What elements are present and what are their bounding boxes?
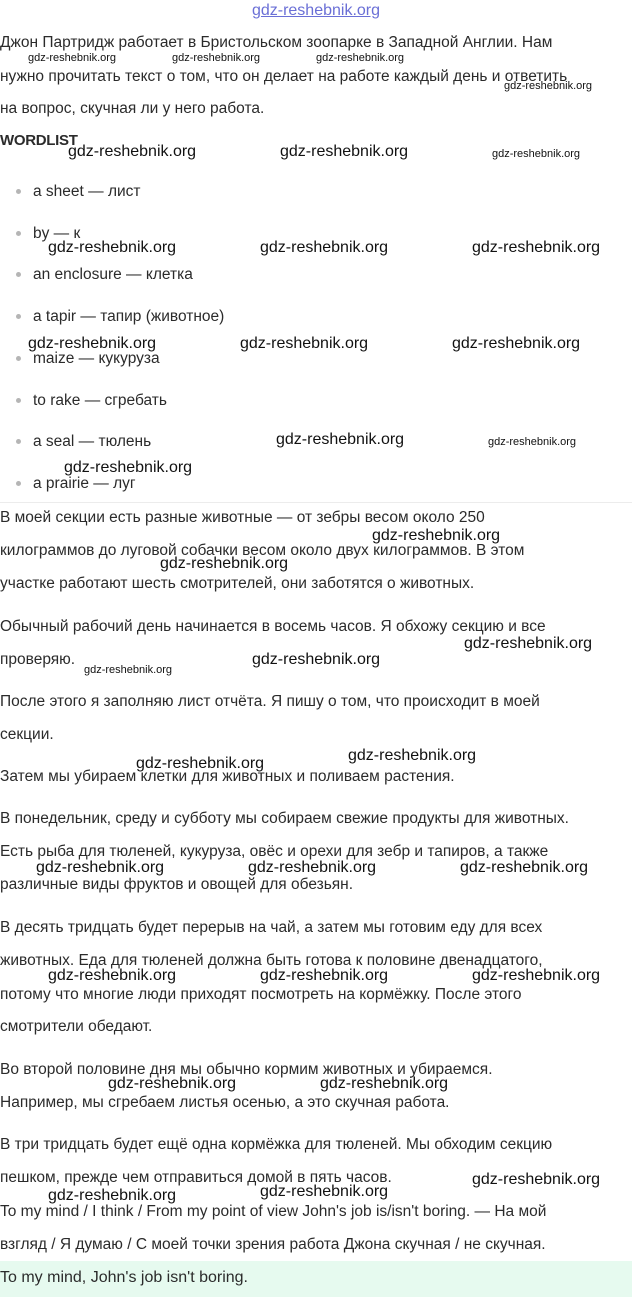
wordlist-item — [16, 432, 151, 452]
wordlist-item-text: to rake — сгребать — [33, 392, 167, 409]
bullet-icon — [16, 398, 21, 403]
watermark: gdz-reshebnik.org — [488, 436, 577, 448]
text-line: килограммов до луговой собачки весом около двух килограммов. В этом — [0, 542, 525, 559]
bullet-icon — [16, 231, 21, 236]
watermark: gdz-reshebnik.org — [28, 52, 117, 64]
text-line: различные виды фруктов и овощей для обезьян. — [0, 876, 354, 893]
watermark: gdz-reshebnik.org — [348, 747, 477, 764]
wordlist-item — [16, 265, 193, 285]
watermark: gdz-reshebnik.org — [36, 859, 165, 876]
watermark: gdz-reshebnik.org — [260, 1183, 389, 1200]
watermark: gdz-reshebnik.org — [260, 239, 389, 256]
text-line: Во второй половине дня мы обычно кормим животных и убираемся. — [0, 1061, 493, 1078]
text-line: Обычный рабочий день начинается в восемь часов. Я обхожу секцию и все — [0, 618, 546, 635]
watermark: gdz-reshebnik.org — [452, 335, 581, 352]
watermark: gdz-reshebnik.org — [48, 1187, 177, 1204]
wordlist-item — [16, 307, 224, 327]
watermark: gdz-reshebnik.org — [492, 148, 581, 160]
watermark: gdz-reshebnik.org — [472, 1171, 601, 1188]
wordlist-heading: WORDLIST — [0, 132, 78, 149]
bullet-icon — [16, 439, 21, 444]
wordlist-item-text: a seal — тюлень — [33, 433, 152, 450]
text-line: Есть рыба для тюленей, кукуруза, овёс и орехи для зебр и тапиров, а также — [0, 843, 549, 860]
bullet-icon — [16, 314, 21, 319]
wordlist-item-text: a sheet — лист — [33, 183, 141, 200]
watermark: gdz-reshebnik.org — [136, 755, 265, 772]
watermark: gdz-reshebnik.org — [316, 52, 405, 64]
watermark: gdz-reshebnik.org — [48, 967, 177, 984]
text-line: потому что многие люди приходят посмотреть на кормёжку. После этого — [0, 986, 522, 1003]
text-line: проверяю. — [0, 651, 76, 668]
watermark: gdz-reshebnik.org — [372, 527, 501, 544]
wordlist-item-text: an enclosure — клетка — [33, 266, 193, 283]
intro-line-2: нужно прочитать текст о том, что он делает на работе каждый день и ответить — [0, 68, 568, 85]
section-divider — [0, 502, 632, 503]
bullet-icon — [16, 189, 21, 194]
text-line: Например, мы сгребаем листья осенью, а это скучная работа. — [0, 1094, 450, 1111]
wordlist-item-text: maize — кукуруза — [33, 350, 160, 367]
wordlist-item-text: a tapir — тапир (животное) — [33, 308, 225, 325]
text-line: В моей секции есть разные животные — от зебры весом около 250 — [0, 509, 485, 526]
watermark: gdz-reshebnik.org — [504, 80, 593, 92]
watermark: gdz-reshebnik.org — [108, 1075, 237, 1092]
watermark: gdz-reshebnik.org — [28, 335, 157, 352]
watermark: gdz-reshebnik.org — [240, 335, 369, 352]
watermark: gdz-reshebnik.org — [68, 143, 197, 160]
wordlist-item-text: a prairie — луг — [33, 475, 136, 492]
wordlist-item — [16, 474, 136, 494]
watermark: gdz-reshebnik.org — [84, 664, 173, 676]
text-line: Затем мы убираем клетки для животных и поливаем растения. — [0, 768, 455, 785]
text-line: участке работают шесть смотрителей, они заботятся о животных. — [0, 575, 475, 592]
watermark: gdz-reshebnik.org — [260, 967, 389, 984]
watermark: gdz-reshebnik.org — [472, 239, 601, 256]
text-line: секции. — [0, 726, 54, 743]
watermark: gdz-reshebnik.org — [64, 459, 193, 476]
answer-text: To my mind, John's job isn't boring. — [0, 1269, 248, 1286]
watermark: gdz-reshebnik.org — [464, 635, 593, 652]
text-line: В понедельник, среду и субботу мы собираем свежие продукты для животных. — [0, 810, 569, 827]
text-line: смотрители обедают. — [0, 1018, 153, 1035]
text-line: В десять тридцать будет перерыв на чай, а затем мы готовим еду для всех — [0, 919, 543, 936]
wordlist-item — [16, 391, 167, 411]
watermark: gdz-reshebnik.org — [48, 239, 177, 256]
intro-line-3: на вопрос, скучная ли у него работа. — [0, 100, 265, 117]
watermark: gdz-reshebnik.org — [252, 651, 381, 668]
text-line: После этого я заполняю лист отчёта. Я пишу о том, что происходит в моей — [0, 693, 540, 710]
wordlist-item — [16, 182, 141, 202]
text-line: животных. Еда для тюленей должна быть готова к половине двенадцатого, — [0, 952, 543, 969]
text-line: В три тридцать будет ещё одна кормёжка для тюленей. Мы обходим секцию — [0, 1136, 553, 1153]
bullet-icon — [16, 272, 21, 277]
watermark: gdz-reshebnik.org — [248, 859, 377, 876]
watermark: gdz-reshebnik.org — [280, 143, 409, 160]
watermark: gdz-reshebnik.org — [172, 52, 261, 64]
watermark: gdz-reshebnik.org — [472, 967, 601, 984]
wordlist-item-text: by — к — [33, 225, 81, 242]
text-line: взгляд / Я думаю / С моей точки зрения работа Джона скучная / не скучная. — [0, 1236, 546, 1253]
site-title-link[interactable]: gdz-reshebnik.org — [251, 2, 381, 19]
text-line: пешком, прежде чем отправиться домой в пять часов. — [0, 1169, 392, 1186]
bullet-icon — [16, 481, 21, 486]
watermark: gdz-reshebnik.org — [460, 859, 589, 876]
bullet-icon — [16, 356, 21, 361]
watermark: gdz-reshebnik.org — [160, 555, 289, 572]
intro-line-1: Джон Партридж работает в Бристольском зоопарке в Западной Англии. Нам — [0, 34, 553, 51]
watermark: gdz-reshebnik.org — [276, 431, 405, 448]
watermark: gdz-reshebnik.org — [320, 1075, 449, 1092]
text-line: To my mind / I think / From my point of view John's job is/isn't boring. — На мой — [0, 1203, 547, 1220]
